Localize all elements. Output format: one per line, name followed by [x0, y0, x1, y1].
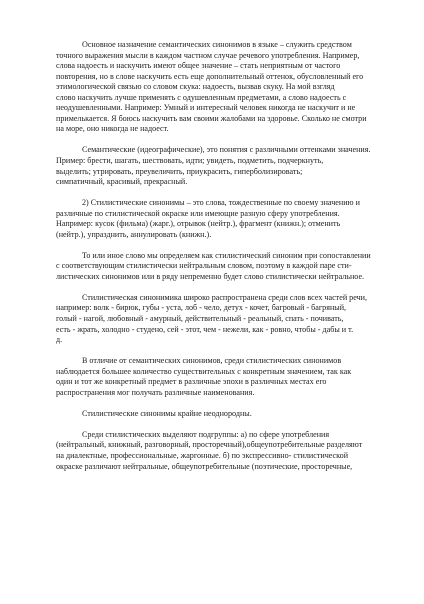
text-line: Стилистическая синонимика широко распространена среди слов всех частей речи,: [82, 292, 368, 302]
text-line: наблюдается большее количество существительных с конкретным значением, так как: [56, 366, 352, 376]
text-line: выделить; утрировать, преувеличить, приукрасить, гиперболизировать;: [56, 166, 303, 176]
text-line: д.: [56, 335, 63, 345]
text-line: на море, оно никогда не надоест.: [56, 124, 169, 134]
text-line: слово наскучить лучше применять с одушевленным предметами, а слово надоесть с: [56, 92, 347, 102]
text-line: 2) Стилистические синонимы – это слова, тождественные по своему значению и: [82, 198, 360, 208]
text-line: различные по стилистической окраске или имеющие разную сферу употребления.: [56, 208, 340, 218]
text-line: с соответствующим стилистически нейтральным словом, поэтому в каждой паре сти-: [56, 261, 352, 271]
paragraph-subgroups: [56, 430, 394, 472]
text-line: (нейтральный, книжный, разговорный, просторечный),общеупотребительные разделяют: [56, 440, 363, 450]
document-page: [56, 40, 394, 483]
text-line: окраске различают нейтральные, общеупотребительные (поэтические, просторечные,: [56, 461, 353, 471]
text-line: То или иное слово мы определяем как стилистический синоним при сопоставлении: [82, 250, 371, 260]
text-line: этимологической связью со словом скука: надоесть, вызвав скуку. На мой взгляд: [56, 82, 335, 92]
text-line: Среди стилистических выделяют подгруппы: а) по сфере употребления: [82, 429, 330, 439]
text-line: Основное назначение семантических синонимов в языке – служить средством: [82, 40, 352, 49]
text-line: есть - жрать, холодно - студено, сей - этот, чем - нежели, как - ровно, чтобы - дабы и т.: [56, 324, 354, 334]
paragraph-stylistic-synonyms-definition: [56, 198, 394, 240]
text-line: симпатичный, красивый, прекрасный.: [56, 177, 188, 187]
text-line: Пример: брести, шагать, шествовать, идти; увидеть, подметить, подчеркнуть,: [56, 155, 324, 165]
text-line: слова надоесть и наскучить имеют общее значение – стать неприятным от частого: [56, 61, 341, 71]
text-line: точного выражения мысли в каждом частном случае речевого употребления. Например,: [56, 50, 360, 60]
text-line: В отличие от семантических синонимов, среди стилистических синонимов: [82, 356, 342, 366]
text-line: один и тот же конкретный предмет в различные эпохи в различных местах его: [56, 377, 327, 387]
paragraph-ideographic-synonyms: [56, 145, 394, 187]
text-line: Семантические (идеографические), это понятия с различными оттенками значения.: [82, 145, 371, 155]
paragraph-concrete-nouns: [56, 356, 394, 398]
text-line: неодушевленными. Например: Умный и интересный человек никогда не наскучит и не: [56, 103, 356, 113]
text-line: Например: кусок (фильма) (жарг.), отрывок (нейтр.), фрагмент (книжн.); отменить: [56, 219, 341, 229]
text-line: Стилистические синонимы крайне неоднородны.: [82, 408, 252, 418]
text-line: примелькается. Я боюсь наскучить вам своими жалобами на здоровье. Сколько не смотри: [56, 113, 367, 123]
text-line: на диалектные, профессиональные, жаргонные. б) по экспрессивно- стилистической: [56, 451, 349, 460]
text-line: голый - нагой, любовный - амурный, действительный - реальный, спать - почивать,: [56, 314, 344, 324]
text-line: повторения, но в слове наскучить есть еще дополнительный оттенок, обусловленный его: [56, 71, 364, 81]
paragraph-heterogeneous: [56, 409, 394, 420]
paragraph-semantic-synonyms-purpose: [56, 40, 394, 135]
paragraph-stylistic-examples: [56, 293, 394, 346]
text-line: распространения мог получать различные наименования.: [56, 387, 255, 397]
paragraph-neutral-word: [56, 251, 394, 283]
text-line: (нейтр.), упразднить, аннулировать (книжн.).: [56, 229, 212, 239]
text-line: например: волк - бирюк, губы - уста, лоб - чело, детух - кочет, багровый - багряный,: [56, 303, 347, 313]
text-line: листических синонимов или в ряду непременно будет слово стилистически нейтральное.: [56, 271, 365, 281]
